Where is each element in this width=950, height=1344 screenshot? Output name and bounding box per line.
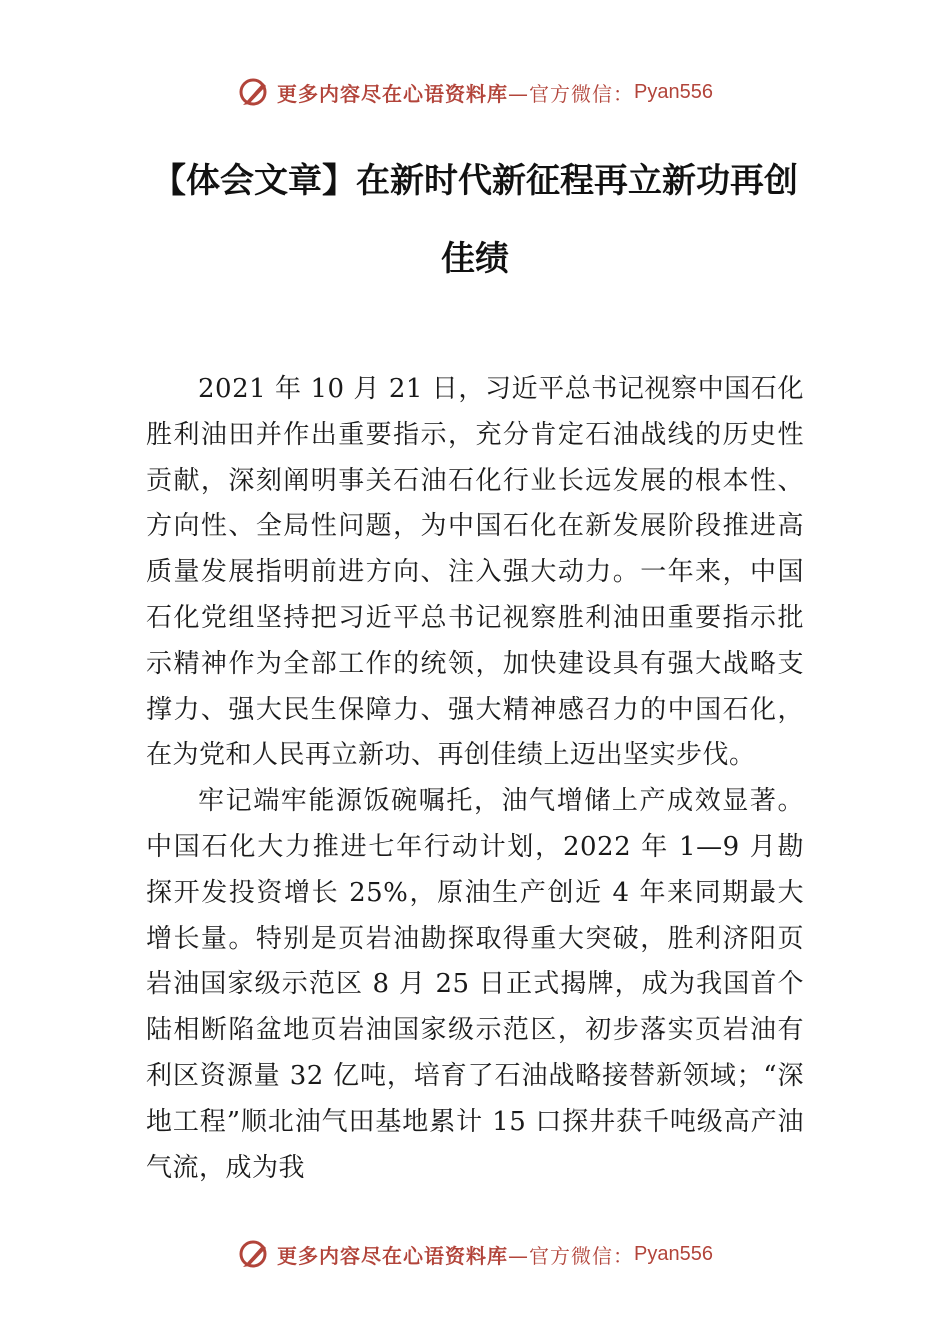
pen-logo-icon xyxy=(237,1237,271,1271)
paragraph: 牢记端牢能源饭碗嘱托，油气增储上产成效显著。中国石化大力推进七年行动计划，2022 年 1—9 月勘探开发投资增长 25%，原油生产创近 4 年来同期最大增长量。特别是页岩油勘探取得重大突破，胜利济阳页岩油国家级示范区 8 月 25 日正式揭牌，成为我国首个陆相断陷盆地页岩油国家级示范区，初步落实页岩油有利区资源量 32 亿吨，培育了石油战略接替新领域；“深地工程”顺北油气田基地累计 15 口探井获千吨级高产油气流，成为我 xyxy=(146,786,804,1183)
footer-brand-text: 更多内容尽在心语资料库 xyxy=(277,1243,509,1268)
footer-contact-label: —官方微信： xyxy=(508,1243,635,1268)
footer-wechat-id: Pyan556 xyxy=(634,1242,713,1265)
header-wechat-id: Pyan556 xyxy=(634,80,713,103)
pen-logo-icon xyxy=(237,75,271,109)
paragraph: 2021 年 10 月 21 日，习近平总书记视察中国石化胜利油田并作出重要指示，充分肯定石油战线的历史性贡献，深刻阐明事关石油石化行业长远发展的根本性、方向性、全局性问题，为中国石化在新发展阶段推进高质量发展指明前进方向、注入强大动力。一年来，中国石化党组坚持把习近平总书记视察胜利油田重要指示批示精神作为全部工作的统领，加快建设具有强大战略支撑力、强大民生保障力、强大精神感召力的中国石化，在为党和人民再立新功、再创佳绩上迈出坚实步伐。 xyxy=(146,374,804,771)
footer-banner xyxy=(0,1232,950,1276)
header-brand-text: 更多内容尽在心语资料库 xyxy=(277,81,509,106)
header-banner xyxy=(0,70,950,114)
document-body xyxy=(146,367,804,1191)
header-contact-label: —官方微信： xyxy=(508,81,635,106)
document-title: 【体会文章】在新时代新征程再立新功再创佳绩 xyxy=(152,161,798,279)
